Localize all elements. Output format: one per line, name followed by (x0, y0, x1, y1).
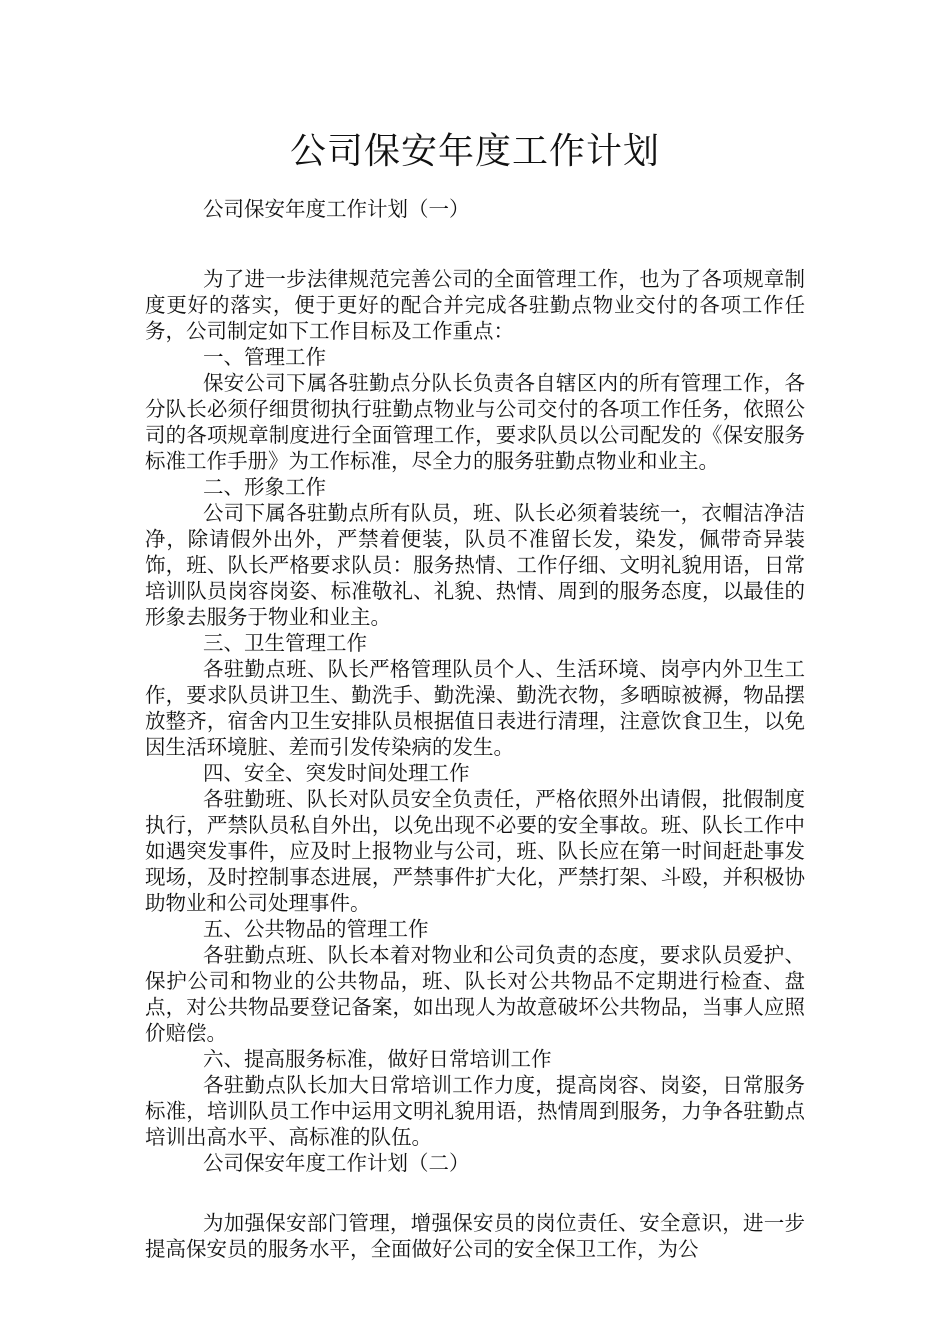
section-heading: 五、公共物品的管理工作 (203, 917, 429, 941)
document-body (145, 196, 805, 1262)
section-paragraph: 各驻勤点班、队长严格管理队员个人、生活环境、岗亭内外卫生工作，要求队员讲卫生、勤洗手、勤洗澡、勤洗衣物，多晒晾被褥，物品摆放整齐，宿舍内卫生安排队员根据值日表进行清理，注意饮食卫生，以免因生活环境脏、差而引发传染病的发生。 (145, 657, 805, 759)
spacer (145, 1202, 805, 1210)
spacer (145, 1176, 805, 1202)
section-paragraph: 各驻勤班、队长对队员安全负责任，严格依照外出请假，批假制度执行，严禁队员私自外出，以免出现不必要的安全事故。班、队长工作中如遇突发事件，应及时上报物业与公司，班、队长应在第一时间赶赴事发现场，及时控制事态进展，严禁事件扩大化，严禁打架、斗殴，并积极协助物业和公司处理事件。 (145, 787, 805, 915)
section-paragraph: 各驻勤点班、队长本着对物业和公司负责的态度，要求队员爱护、保护公司和物业的公共物品，班、队长对公共物品不定期进行检查、盘点，对公共物品要登记备案，如出现人为故意破坏公共物品，当事人应照价赔偿。 (145, 943, 805, 1045)
section-heading: 三、卫生管理工作 (203, 631, 367, 655)
spacer (145, 222, 805, 248)
part2-intro-paragraph: 为加强保安部门管理，增强保安员的岗位责任、安全意识，进一步提高保安员的服务水平，全面做好公司的安全保卫工作，为公 (145, 1211, 805, 1261)
section-heading: 一、管理工作 (203, 345, 326, 369)
document-title: 公司保安年度工作计划 (289, 131, 660, 172)
section-paragraph: 保安公司下属各驻勤点分队长负责各自辖区内的所有管理工作，各分队长必须仔细贯彻执行驻勤点物业与公司交付的各项工作任务，依照公司的各项规章制度进行全面管理工作，要求队员以公司配发的《保安服务标准工作手册》为工作标准，尽全力的服务驻勤点物业和业主。 (145, 371, 805, 473)
section-paragraph: 公司下属各驻勤点所有队员，班、队长必须着装统一，衣帽洁净洁净，除请假外出外，严禁着便装，队员不准留长发，染发，佩带奇异装饰，班、队长严格要求队员：服务热情、工作仔细、文明礼貌用语，日常培训队员岗容岗姿、标准敬礼、礼貌、热情、周到的服务态度，以最佳的形象去服务于物业和业主。 (145, 501, 805, 629)
section-heading: 四、安全、突发时间处理工作 (203, 761, 470, 785)
part1-heading: 公司保安年度工作计划（一） (203, 197, 470, 221)
part2-heading: 公司保安年度工作计划（二） (203, 1151, 470, 1175)
section-heading: 二、形象工作 (203, 475, 326, 499)
section-paragraph: 各驻勤点队长加大日常培训工作力度，提高岗容、岗姿，日常服务标准，培训队员工作中运用文明礼貌用语，热情周到服务，力争各驻勤点培训出高水平、高标准的队伍。 (145, 1073, 805, 1149)
spacer (145, 248, 805, 266)
section-heading: 六、提高服务标准，做好日常培训工作 (203, 1047, 552, 1071)
intro-paragraph: 为了进一步法律规范完善公司的全面管理工作，也为了各项规章制度更好的落实，便于更好的配合并完成各驻勤点物业交付的各项工作任务，公司制定如下工作目标及工作重点： (145, 267, 805, 343)
